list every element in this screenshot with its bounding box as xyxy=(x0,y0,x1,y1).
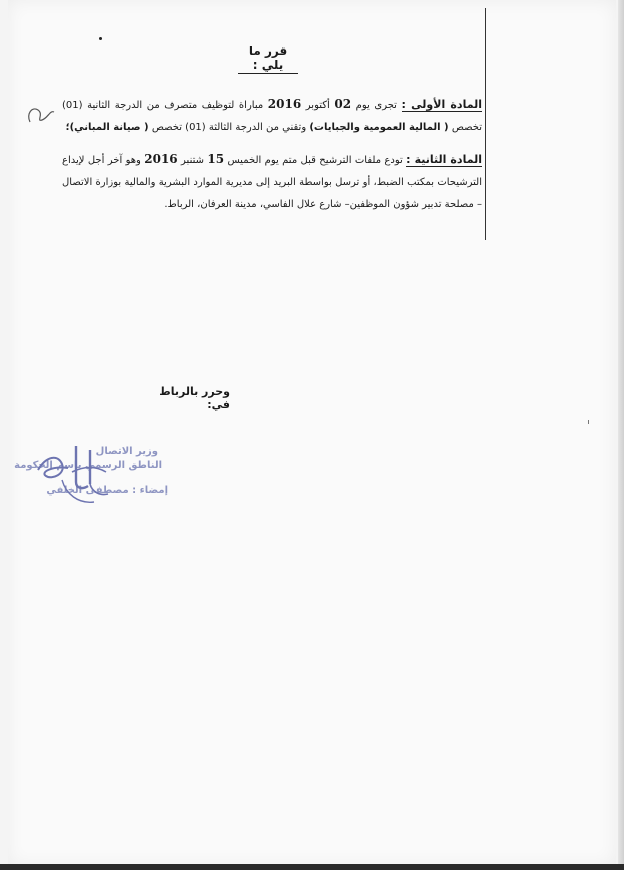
signature-icon xyxy=(32,436,132,508)
article-2-text-2: شتنبر xyxy=(181,155,204,166)
article-2-label: المادة الثانية : xyxy=(406,153,482,166)
article-1-text-2: أكتوبر xyxy=(305,100,330,111)
article-1-date-day: 02 xyxy=(334,97,352,111)
article-2-text-3: وهو آخر أجل لإيداع الترشيحات بمكتب الضبط، أو ترسل بواسطة البريد إلى مديرية الموارد البشرية والمالية بوزارة الاتصال – مصلحة تدبير شؤون الموظفين– شارع علال الفاسي، مدينة العرفان، الرباط. xyxy=(62,155,482,210)
article-1-specialty-1: ( المالية العمومية والجبايات) xyxy=(309,122,449,133)
speck-2 xyxy=(588,420,589,424)
stamp-line-1: وزير الاتصال xyxy=(95,446,158,457)
handwritten-mark-icon xyxy=(22,100,58,130)
article-2 xyxy=(62,148,482,216)
article-1-label: المادة الأولى : xyxy=(401,98,482,111)
scan-bottom-edge xyxy=(0,864,624,870)
scan-right-edge xyxy=(618,0,624,870)
stamp-line-3: إمضاء : مصطفى الخلفي xyxy=(46,485,168,496)
article-2-year: 2016 xyxy=(144,152,178,166)
place-and-date: وحرر بالرباط في: xyxy=(159,385,230,411)
stamp-line-2: الناطق الرسمي باسم الحكومة xyxy=(14,460,162,471)
article-2-day: 15 xyxy=(207,152,225,166)
article-2-text-1: تودع ملفات الترشيح قبل متم يوم الخميس xyxy=(227,155,403,166)
article-1-text-1: تجرى يوم xyxy=(355,100,397,111)
article-1-specialty-2: ( صيانة المباني)؛ xyxy=(65,122,149,133)
speck xyxy=(99,37,102,40)
article-1-text-4: وتقني من الدرجة الثالثة (01) تخصص xyxy=(151,122,307,133)
article-1-date-year: 2016 xyxy=(267,97,302,111)
margin-line xyxy=(485,8,486,240)
article-1 xyxy=(62,93,482,139)
article-1-text-3: مباراة لتوظيف متصرف من الدرجة الثانية (01) تخصص xyxy=(62,100,482,133)
decision-heading: قرر ما يلي : xyxy=(238,44,298,74)
